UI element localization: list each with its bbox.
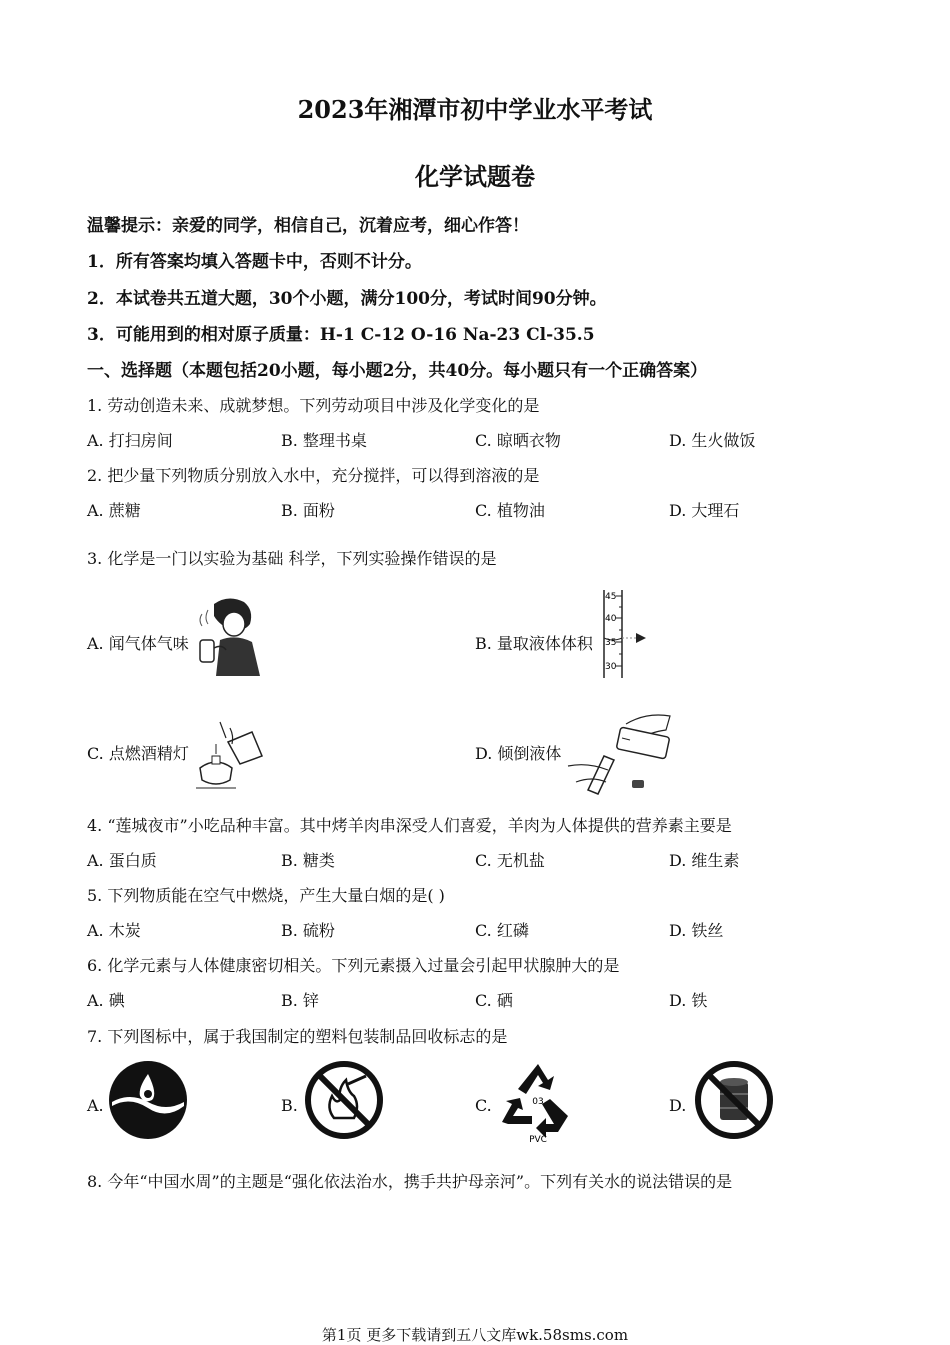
option-a: A. 蛋白质 [87, 851, 157, 870]
option-d: D. 维生素 [669, 851, 740, 870]
recycle-code: 03 [532, 1097, 544, 1107]
note-2: 2．本试卷共五道大题，30个小题，满分100分，考试时间90分钟。 [87, 289, 607, 309]
no-barrel-sign-icon [694, 1060, 774, 1140]
option-d: D. [669, 1096, 687, 1115]
question-stem: 3. 化学是一门以实验为基础 科学，下列实验操作错误的是 [87, 549, 497, 568]
option-c: C. 红磷 [475, 921, 529, 940]
question-stem: 7. 下列图标中，属于我国制定的塑料包装制品回收标志的是 [87, 1027, 508, 1046]
option-b: B. 整理书桌 [281, 431, 367, 450]
option-a: A. 碘 [87, 991, 125, 1010]
question-stem: 8. 今年“中国水周”的主题是“强化依法治水，携手共护母亲河”。下列有关水的说法错误的是 [87, 1172, 733, 1191]
pouring-liquid-figure [566, 710, 676, 796]
option-b: B. 糖类 [281, 851, 335, 870]
option-c: C. 点燃酒精灯 [87, 744, 189, 763]
option-d: D. 大理石 [669, 501, 740, 520]
option-d: D. 生火做饭 [669, 431, 756, 450]
option-d: D. 铁丝 [669, 921, 724, 940]
option-c: C. 植物油 [475, 501, 545, 520]
cylinder-tick-45: 45 [605, 592, 617, 602]
question-stem: 2. 把少量下列物质分别放入水中，充分搅拌，可以得到溶液的是 [87, 466, 540, 485]
option-c: C. [475, 1096, 492, 1115]
option-a: A. 木炭 [87, 921, 141, 940]
page-footer: 第1页 更多下载请到五八文库wk.58sms.com [321, 1326, 629, 1344]
question-stem: 1. 劳动创造未来、成就梦想。下列劳动项目中涉及化学变化的是 [87, 396, 540, 415]
pvc-recycle-icon [498, 1058, 578, 1144]
option-a: A. 打扫房间 [87, 431, 173, 450]
tip-line: 温馨提示：亲爱的同学，相信自己，沉着应考，细心作答！ [87, 216, 529, 236]
question-stem: 4. “莲城夜市”小吃品种丰富。其中烤羊肉串深受人们喜爱，羊肉为人体提供的营养素主要是 [87, 816, 732, 835]
option-a: A. [87, 1096, 104, 1115]
cylinder-tick-30: 30 [605, 662, 617, 672]
option-a: A. 蔗糖 [87, 501, 141, 520]
cylinder-tick-35: 35 [605, 638, 617, 648]
option-d: D. 铁 [669, 991, 708, 1010]
option-b: B. 面粉 [281, 501, 335, 520]
option-c: C. 晾晒衣物 [475, 431, 561, 450]
question-stem: 6. 化学元素与人体健康密切相关。下列元素摄入过量会引起甲状腺肿大的是 [87, 956, 620, 975]
option-b: B. 硫粉 [281, 921, 335, 940]
option-a: A. 闻气体气味 [87, 634, 189, 653]
water-drop-sign-icon [108, 1060, 188, 1140]
no-fire-sign-icon [304, 1060, 384, 1140]
option-b: B. 锌 [281, 991, 319, 1010]
option-b: B. [281, 1096, 298, 1115]
note-3: 3．可能用到的相对原子质量：H-1 C-12 O-16 Na-23 Cl-35.5 [87, 325, 595, 345]
cylinder-tick-40: 40 [605, 614, 617, 624]
graduated-cylinder-figure [596, 588, 656, 680]
note-1: 1．所有答案均填入答题卡中，否则不计分。 [87, 252, 422, 272]
smell-gas-figure [192, 596, 264, 678]
exam-subtitle: 化学试题卷 [415, 162, 535, 191]
option-b: B. 量取液体体积 [475, 634, 593, 653]
alcohol-lamp-figure [196, 718, 272, 794]
recycle-label: PVC [529, 1135, 547, 1145]
question-stem: 5. 下列物质能在空气中燃烧，产生大量白烟的是( ) [87, 886, 445, 905]
option-c: C. 硒 [475, 991, 513, 1010]
option-d: D. 倾倒液体 [475, 744, 562, 763]
exam-title: 2023年湘潭市初中学业水平考试 [297, 95, 653, 124]
section-heading: 一、选择题（本题包括20小题，每小题2分，共40分。每小题只有一个正确答案） [87, 361, 708, 381]
option-c: C. 无机盐 [475, 851, 545, 870]
